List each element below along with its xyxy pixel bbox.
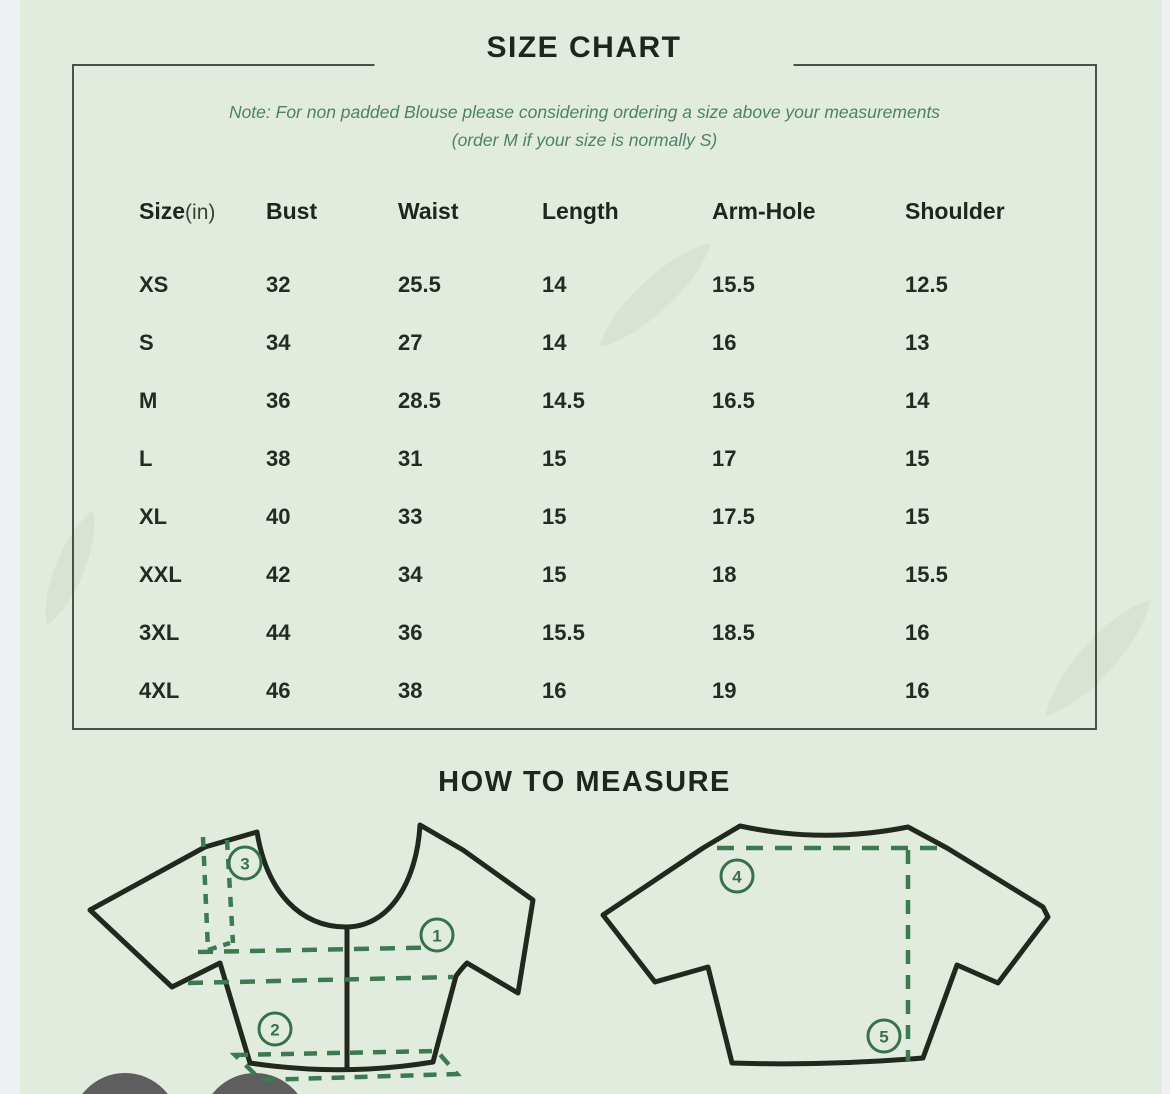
value-cell: 15 — [905, 504, 930, 529]
value-cell: 33 — [398, 504, 423, 529]
blouse-front-outline — [90, 825, 533, 1070]
value-cell: 15.5 — [712, 272, 755, 297]
value-cell: 15.5 — [905, 562, 948, 587]
header-size-label: Size — [139, 197, 186, 224]
blouse-back-outline — [603, 826, 1048, 1064]
value-cell: 18.5 — [712, 620, 755, 645]
value-cell: 32 — [266, 272, 291, 297]
size-cell: XXL — [139, 562, 182, 587]
value-cell: 42 — [266, 562, 291, 587]
value-cell: 14 — [542, 330, 567, 355]
underbust-line-dashed — [188, 977, 453, 983]
marker-3-label: 3 — [240, 854, 250, 874]
value-cell: 40 — [266, 504, 291, 529]
value-cell: 34 — [266, 330, 291, 355]
size-table-body — [139, 256, 1085, 720]
value-cell: 16 — [712, 330, 737, 355]
size-cell: 4XL — [139, 678, 180, 703]
table-row — [139, 372, 1085, 430]
header-bust: Bust — [266, 197, 318, 224]
size-chart-title: SIZE CHART — [375, 21, 794, 75]
table-row — [139, 314, 1085, 372]
how-to-measure-title: HOW TO MEASURE — [438, 766, 731, 798]
header-length: Length — [542, 197, 619, 224]
value-cell: 13 — [905, 330, 930, 355]
blouse-front-diagram — [85, 815, 555, 1094]
value-cell: 16.5 — [712, 388, 755, 413]
marker-1-label: 1 — [432, 926, 442, 946]
value-cell: 15 — [905, 446, 930, 471]
value-cell: 34 — [398, 562, 423, 587]
size-cell: L — [139, 446, 153, 471]
value-cell: 38 — [266, 446, 291, 471]
value-cell: 18 — [712, 562, 737, 587]
shoulder-line-dashed-left — [203, 837, 208, 950]
value-cell: 44 — [266, 620, 291, 645]
value-cell: 31 — [398, 446, 423, 471]
value-cell: 15 — [542, 446, 567, 471]
value-cell: 17 — [712, 446, 737, 471]
header-size — [139, 198, 266, 225]
marker-4-label: 4 — [732, 867, 742, 887]
table-row — [139, 488, 1085, 546]
value-cell: 27 — [398, 330, 423, 355]
size-cell: XL — [139, 504, 168, 529]
value-cell: 15 — [542, 504, 567, 529]
size-cell: XS — [139, 272, 169, 297]
size-chart-image — [20, 0, 1162, 1094]
value-cell: 15 — [542, 562, 567, 587]
value-cell: 46 — [266, 678, 291, 703]
shoulder-line-dashed-foot — [208, 943, 230, 950]
bust-line-dashed — [198, 947, 457, 952]
value-cell: 12.5 — [905, 272, 948, 297]
marker-2-label: 2 — [270, 1020, 280, 1040]
header-waist: Waist — [398, 197, 459, 224]
size-table — [139, 182, 1085, 720]
value-cell: 14 — [542, 272, 567, 297]
size-cell: S — [139, 330, 154, 355]
value-cell: 19 — [712, 678, 737, 703]
value-cell: 25.5 — [398, 272, 441, 297]
table-row — [139, 662, 1085, 720]
value-cell: 16 — [905, 678, 930, 703]
value-cell: 14.5 — [542, 388, 585, 413]
size-chart-note — [74, 98, 1095, 155]
table-row — [139, 256, 1085, 314]
value-cell: 28.5 — [398, 388, 441, 413]
marker-5-label: 5 — [879, 1027, 889, 1047]
table-row — [139, 546, 1085, 604]
note-line-1: Note: For non padded Blouse please considering ordering a size above your measurements — [228, 102, 941, 122]
size-table-header-row — [139, 182, 1085, 240]
value-cell: 36 — [266, 388, 291, 413]
size-cell: 3XL — [139, 620, 180, 645]
blouse-back-diagram — [590, 810, 1060, 1080]
note-line-2: (order M if your size is normally S) — [451, 130, 718, 151]
value-cell: 14 — [905, 388, 930, 413]
header-arm-hole: Arm-Hole — [712, 197, 816, 224]
value-cell: 38 — [398, 678, 423, 703]
table-row — [139, 604, 1085, 662]
table-row — [139, 430, 1085, 488]
value-cell: 16 — [542, 678, 567, 703]
value-cell: 17.5 — [712, 504, 755, 529]
value-cell: 16 — [905, 620, 930, 645]
header-shoulder: Shoulder — [905, 197, 1005, 224]
size-chart-box — [72, 64, 1097, 730]
value-cell: 36 — [398, 620, 423, 645]
value-cell: 15.5 — [542, 620, 585, 645]
size-cell: M — [139, 388, 158, 413]
header-size-unit: (in) — [185, 200, 216, 224]
